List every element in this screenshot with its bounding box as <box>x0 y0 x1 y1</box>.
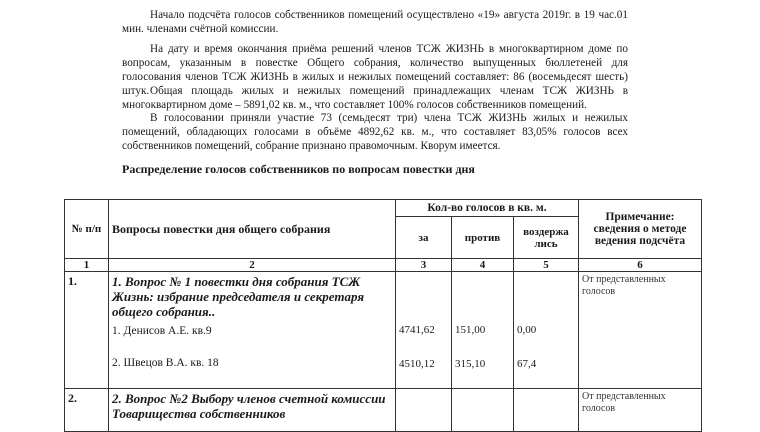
paragraph-ballots-issued: На дату и время окончания приёма решений членов ТСЖ ЖИЗНЬ в многоквартирном доме по вопросам, указанным в повестке Общего собрания, количество выпущенных бюллетеней для голосования членов ТСЖ ЖИЗНЬ в жилых и нежилых помещений составляет: 86 (восемьдесят шесть) штук. <box>122 43 628 97</box>
header-for: за <box>396 217 452 259</box>
vote-value: 151,00 <box>455 324 486 336</box>
question-title: 2. Вопрос №2 Выбору членов счетной комиссии Товарищества собственников <box>112 391 386 421</box>
paragraph-count-start: Начало подсчёта голосов собственников помещений осуществлено «19» августа 2019г. в 19 час.01 мин. членами счётной комиссии. <box>122 9 628 35</box>
votes-abstain-cell <box>514 389 579 432</box>
header-votes: Кол-во голосов в кв. м. <box>396 200 579 217</box>
index-cell: 3 <box>396 259 452 272</box>
table-row <box>65 389 702 432</box>
index-cell: 1 <box>65 259 109 272</box>
vote-value: 0,00 <box>517 324 537 336</box>
paragraph-total-area: Общая площадь жилых и нежилых помещений принадлежащих членам ТСЖ ЖИЗНЬ в многоквартирном доме – 5891,02 кв. м., что составляет 100% голосов собственников помещений. <box>122 85 628 111</box>
paragraph-quorum: В голосовании приняли участие 73 (семьдесят три) члена ТСЖ ЖИЗНЬ жилых и нежилых помещений, обладающих голосами в объёме 4892,62 кв. м., что составляет 83,05% голосов всех собственников помещений, собрание признано правомочным. Кворум имеется. <box>122 112 628 152</box>
question-cell <box>109 389 396 432</box>
vote-value: 4510,12 <box>399 358 435 370</box>
candidate-label: 1. Денисов А.Е. кв.9 <box>112 325 212 337</box>
vote-value: 4741,62 <box>399 324 435 336</box>
table-row <box>65 272 702 389</box>
header-number: № п/п <box>65 200 109 259</box>
index-cell: 2 <box>109 259 396 272</box>
vote-value: 315,10 <box>455 358 486 370</box>
note-cell: От представленных голосов <box>579 389 702 432</box>
votes-abstain-cell <box>514 272 579 389</box>
row-number: 1. <box>65 272 109 389</box>
question-cell <box>109 272 396 389</box>
votes-for-cell <box>396 389 452 432</box>
table-header-row <box>65 200 702 217</box>
section-heading: Распределение голосов собственников по вопросам повестки дня <box>122 162 475 176</box>
votes-against-cell <box>452 389 514 432</box>
votes-against-cell <box>452 272 514 389</box>
index-cell: 5 <box>514 259 579 272</box>
column-index-row <box>65 259 702 272</box>
row-number: 2. <box>65 389 109 432</box>
header-abstain: воздержа лись <box>514 217 579 259</box>
votes-table <box>64 199 702 432</box>
header-against: против <box>452 217 514 259</box>
index-cell: 6 <box>579 259 702 272</box>
votes-for-cell <box>396 272 452 389</box>
candidate-label: 2. Швецов В.А. кв. 18 <box>112 357 219 369</box>
header-question: Вопросы повестки дня общего собрания <box>109 200 396 259</box>
vote-value: 67,4 <box>517 358 537 370</box>
question-title: 1. Вопрос № 1 повестки дня собрания ТСЖ Жизнь: избрание председателя и секретаря общего собрания.. <box>112 274 365 319</box>
note-cell: От представленных голосов <box>579 272 702 389</box>
index-cell: 4 <box>452 259 514 272</box>
header-note: Примечание: сведения о методе ведения подсчёта <box>579 200 702 259</box>
